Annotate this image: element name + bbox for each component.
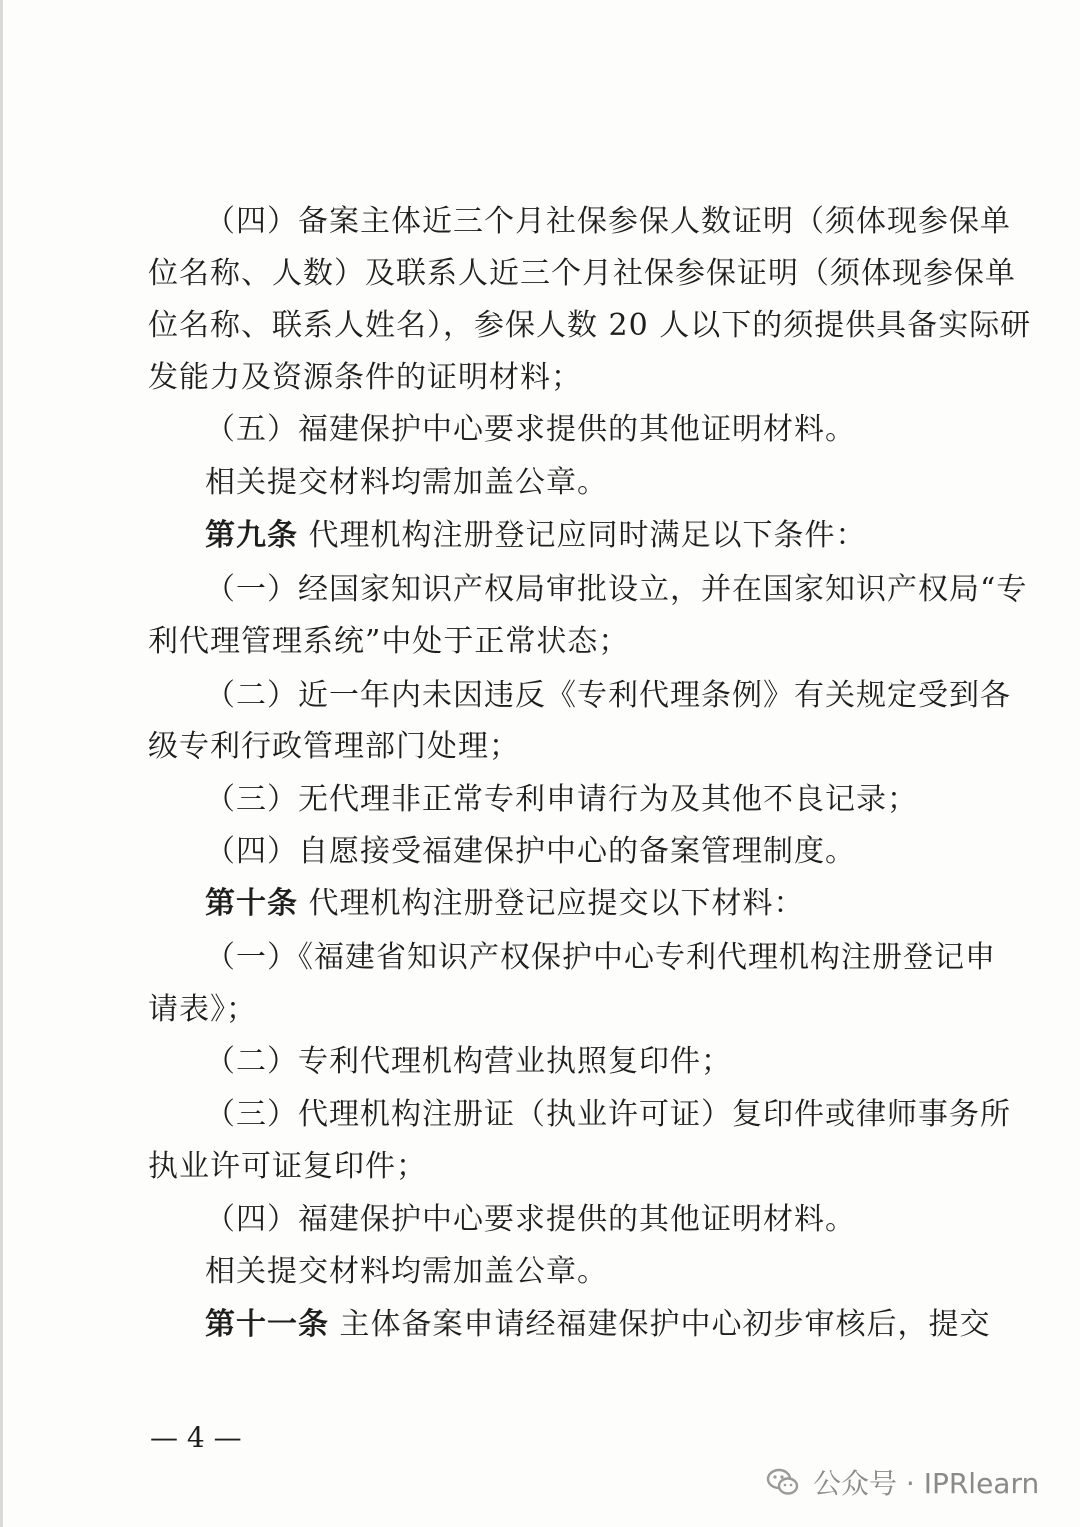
article-9-line <box>205 516 867 556</box>
article-11-line <box>205 1305 991 1345</box>
article-9-text: 代理机构注册登记应同时满足以下条件： <box>308 518 867 553</box>
line-6: 相关提交材料均需加盖公章。 <box>205 465 608 500</box>
line-15: （一）《福建省知识产权保护中心专利代理机构注册登记申 <box>205 940 996 975</box>
line-12: （三）无代理非正常专利申请行为及其他不良记录； <box>205 782 918 817</box>
line-4: 发能力及资源条件的证明材料； <box>148 360 582 395</box>
line-5: （五）福建保护中心要求提供的其他证明材料。 <box>205 412 856 447</box>
article-9-heading: 第九条 <box>205 518 298 553</box>
line-16: 请表》； <box>148 992 257 1027</box>
line-2: 位名称、人数）及联系人近三个月社保参保证明（须体现参保单 <box>148 256 1016 291</box>
article-11-heading: 第十一条 <box>205 1307 329 1342</box>
watermark-text: 公众号 · IPRlearn <box>813 1467 1040 1500</box>
line-11: 级专利行政管理部门处理； <box>148 729 520 764</box>
watermark <box>765 1462 1039 1502</box>
scan-edge <box>0 0 3 1527</box>
line-8: （一）经国家知识产权局审批设立，并在国家知识产权局“专 <box>205 572 1028 607</box>
line-19: 执业许可证复印件； <box>148 1149 427 1184</box>
line-21: 相关提交材料均需加盖公章。 <box>205 1254 608 1289</box>
line-20: （四）福建保护中心要求提供的其他证明材料。 <box>205 1202 856 1237</box>
page-number: — 4 — <box>150 1421 242 1454</box>
line-13: （四）自愿接受福建保护中心的备案管理制度。 <box>205 834 856 869</box>
wechat-icon <box>765 1464 801 1500</box>
article-10-text: 代理机构注册登记应提交以下材料： <box>308 886 805 921</box>
article-11-text: 主体备案申请经福建保护中心初步审核后，提交 <box>339 1307 991 1342</box>
line-18: （三）代理机构注册证（执业许可证）复印件或律师事务所 <box>205 1097 1011 1132</box>
article-10-line <box>205 884 805 924</box>
line-17: （二）专利代理机构营业执照复印件； <box>205 1044 732 1079</box>
line-9: 利代理管理系统”中处于正常状态； <box>148 624 630 659</box>
line-3: 位名称、联系人姓名），参保人数 20 人以下的须提供具备实际研 <box>148 308 1032 343</box>
article-10-heading: 第十条 <box>205 886 298 921</box>
line-10: （二）近一年内未因违反《专利代理条例》有关规定受到各 <box>205 678 1011 713</box>
line-1: （四）备案主体近三个月社保参保人数证明（须体现参保单 <box>205 204 1011 239</box>
